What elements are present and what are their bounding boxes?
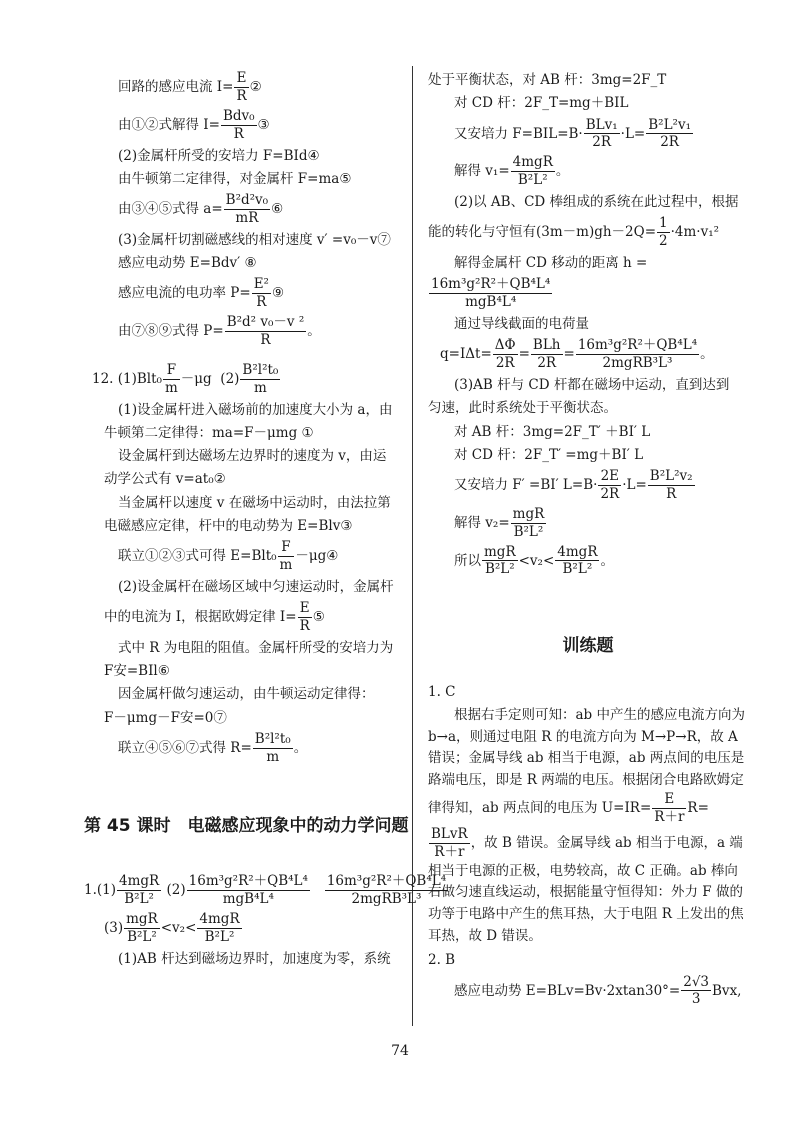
text-line: 对 CD 杆：2F_T=mg＋BIL (454, 95, 629, 112)
text-line: 对 AB 杆：3mg=2F_T′ ＋BI′ L (454, 423, 651, 440)
text-line: 处于平衡状态，对 AB 杆：3mg=2F_T (428, 72, 667, 88)
text-line: 式中 R 为电阻的阻值。金属杆所受的安培力为 (118, 639, 394, 656)
eq-energy: 能的转化与守恒有(3m－m)gh－2Q= $\frac{1}{2}$ ·4m·v₁² (428, 215, 720, 250)
answer-1-line: 1.(1) $\frac{\text{4mgR}}{\text{B²L²}}$ (2) $\frac{\text{16m³g²R²＋QB⁴L⁴}}{\text{mgB⁴L⁴}}$ $\frac{\text{16m³g²R²＋QB⁴L⁴}}{\text{2mgRB³L³}}$ (84, 873, 447, 907)
eq-power-solved: 由⑦⑧⑨式得 P= $\frac{\text{B²d² v₀－v ²}}{R}$ 。 (118, 314, 321, 348)
training-answer-1: 1. C (428, 683, 456, 700)
text-line: 感应电动势 E=Bdv′ ⑧ (118, 255, 257, 271)
eq-ohm: 中的电流为 I，根据欧姆定律 I= $\frac{E}{R}$ ⑤ (104, 600, 325, 634)
text-line: 牛顿第二定律得：ma=F－μmg ① (104, 424, 314, 441)
section-title: 训练题 (562, 636, 614, 657)
training-explanation-1: 根据右手定则可知：ab 中产生的感应电流方向为 b→a，则通过电阻 R 的电流方向为 M→P→R，故 A 错误；金属导线 ab 相当于电源，ab 两点间的电压是路端电压，即是 R 两端的电压。根据闭合电路欧姆定律得知，ab 两点间的电压为 U=IR= $\frac{E}{R+r}$ R= $\frac{\text{BLvR}}{R+r}$ ，故 B 错误。金属导线 ab 相当于电源，a 端相当于电源的正极，电势较高，故 C 正确。ab 棒向右做匀速直线运动，根据能量守恒得知：外力 F 做的功等于电路中产生的焦耳热，大于电阻 R 上发出的焦耳热，故 D 错误。 (428, 707, 745, 944)
eq-v2-range: 所以 $\frac{\text{mgR}}{\text{B²L²}}$ <v₂< $\frac{\text{4mgR}}{\text{B²L²}}$ 。 (454, 543, 614, 578)
text-line: F安=BIl⑥ (104, 663, 170, 679)
eq-acceleration: 由③④⑤式得 a= $\frac{\text{B²d²v₀}}{mR}$ ⑥ (118, 192, 284, 226)
text-line: (2)以 AB、CD 棒组成的系统在此过程中，根据 (454, 194, 739, 210)
text-line: 动学公式有 v=at₀② (104, 471, 226, 488)
text-line: (1)设金属杆进入磁场前的加速度大小为 a，由 (118, 401, 393, 418)
text-line: 对 CD 杆：2F_T′ =mg＋BI′ L (454, 446, 644, 463)
text-line: 匀速，此时系统处于平衡状态。 (428, 400, 617, 417)
text-line: F－μmg－F安=0⑦ (104, 709, 227, 726)
text-line: (2)金属杆所受的安培力 F=BId④ (118, 147, 320, 164)
eq-resistance: 联立④⑤⑥⑦式得 R= $\frac{\text{B²l²t₀}}{m}$ 。 (118, 730, 308, 765)
text-line: (1)AB 杆达到磁场边界时，加速度为零，系统 (118, 950, 391, 967)
text-line: 因金属杆做匀速运动，由牛顿运动定律得： (118, 686, 375, 703)
text-line: (3)金属杆切割磁感线的相对速度 v′ =v₀－v⑦ (118, 231, 391, 248)
page-number: 74 (391, 1043, 409, 1059)
eq-ampere-force: 又安培力 F=BIL=B· $\frac{\text{BLv₁}}{2R}$ ·L= $\frac{\text{B²L²v₁}}{2R}$ (454, 116, 691, 151)
eq-current: 回路的感应电流 I= $\frac{E}{R}$ ② (118, 70, 262, 104)
eq-v2: 解得 v₂= $\frac{\text{mgR}}{\text{B²L²}}$ (454, 505, 545, 540)
eq-power: 感应电流的电功率 P= $\frac{\text{E²}}{R}$ ⑨ (118, 276, 285, 311)
answer-1-part3: (3) $\frac{\text{mgR}}{\text{B²L²}}$ <v₂< $\frac{\text{4mgR}}{\text{B²L²}}$ (104, 910, 240, 945)
training-answer-2: 2. B (428, 952, 456, 969)
text-line: 解得金属杆 CD 移动的距离 h = (454, 255, 648, 271)
eq-charge: q=IΔt= $\frac{\Delta\Phi}{2R}$ = $\frac{\text{BLh}}{2R}$ = $\frac{\text{16m³g²R²＋QB⁴L⁴}}{\text{2mgRB³L³}}$ 。 (440, 337, 714, 372)
text-line: 电磁感应定律，杆中的电动势为 E=Blv③ (104, 517, 353, 534)
lesson-title: 第 45 课时 电磁感应现象中的动力学问题 (84, 815, 409, 836)
eq-current-solved: 由①②式解得 I= $\frac{\text{Bdv₀}}{R}$ ③ (118, 107, 270, 142)
text-line: 由牛顿第二定律得，对金属杆 F=ma⑤ (118, 170, 352, 187)
right-column (428, 70, 748, 1011)
eq-emf: 联立①②③式可得 E=Blt₀ $\frac{F}{m}$ －μg④ (118, 539, 339, 573)
eq-emf-2: 感应电动势 E=BLv=Bv·2xtan30°= $\frac{2√3}{3}$ Bvx, (454, 973, 742, 1008)
eq-ampere-force-2: 又安培力 F′ =BI′ L=B· $\frac{2E}{2R}$ ·L= $\frac{\text{B²L²v₂}}{R}$ (454, 468, 693, 502)
eq-v1: 解得 v₁= $\frac{\text{4mgR}}{\text{B²L²}}$ 。 (454, 154, 570, 189)
text-line: 设金属杆到达磁场左边界时的速度为 v，由运 (118, 448, 387, 464)
text-line: (2)设金属杆在磁场区域中匀速运动时，金属杆 (118, 578, 394, 595)
question-12-answer: 12. (1)Blt₀ $\frac{F}{m}$ －μg (2) $\frac{\text{B²l²t₀}}{m}$ (92, 361, 279, 396)
eq-distance: $\frac{\text{16m³g²R²＋QB⁴L⁴}}{\text{mgB⁴L⁴}}$ (431, 276, 551, 311)
text-line: 通过导线截面的电荷量 (454, 316, 589, 332)
text-line: (3)AB 杆与 CD 杆都在磁场中运动，直到达到 (454, 377, 730, 393)
text-line: 当金属杆以速度 v 在磁场中运动时，由法拉第 (118, 494, 391, 511)
